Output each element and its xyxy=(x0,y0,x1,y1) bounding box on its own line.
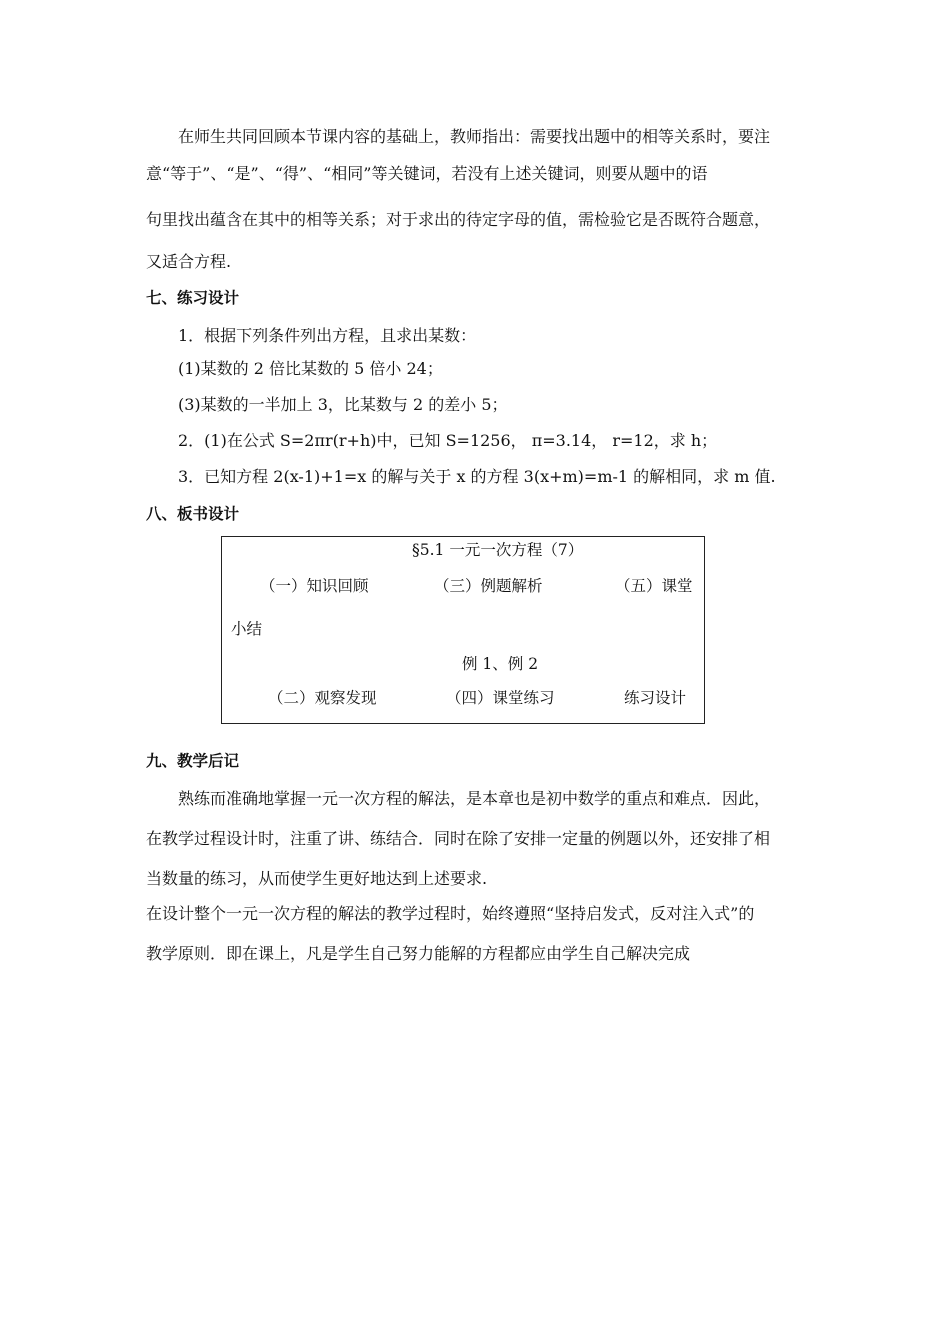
exercise-item-1-1: (1)某数的 2 倍比某数的 5 倍小 24； xyxy=(178,359,443,378)
reflection-line-2: 在教学过程设计时，注重了讲、练结合．同时在除了安排一定量的例题以外，还安排了相 xyxy=(146,829,771,848)
reflection-line-5: 教学原则．即在课上，凡是学生自己努力能解的方程都应由学生自己解决完成 xyxy=(146,944,691,963)
recap-line-4: 又适合方程. xyxy=(146,252,232,271)
board-part-4: （四）课堂练习 xyxy=(446,689,555,707)
section-9-heading: 九、教学后记 xyxy=(146,752,240,770)
board-exercise-design: 练习设计 xyxy=(624,689,687,707)
exercise-item-1: 1．根据下列条件列出方程，且求出某数： xyxy=(178,326,477,345)
board-part-3: （三）例题解析 xyxy=(434,577,543,595)
exercise-item-1-3: (3)某数的一半加上 3，比某数与 2 的差小 5； xyxy=(178,395,508,414)
board-part-2: （二）观察发现 xyxy=(268,689,377,707)
recap-line-1: 在师生共同回顾本节课内容的基础上，教师指出：需要找出题中的相等关系时，要注 xyxy=(178,127,771,146)
board-part-5: （五）课堂 xyxy=(615,577,693,595)
board-part-1: （一）知识回顾 xyxy=(260,577,369,595)
board-examples: 例 1、例 2 xyxy=(462,655,539,673)
exercise-item-3: 3．已知方程 2(x-1)+1=x 的解与关于 x 的方程 3(x+m)=m-1 的解相同，求 m 值. xyxy=(178,467,776,486)
recap-line-2: 意“等于”、“是”、“得”、“相同”等关键词，若没有上述关键词，则要从题中的语 xyxy=(146,164,708,183)
board-title: §5.1 一元一次方程（7） xyxy=(412,541,584,559)
exercise-item-2: 2．(1)在公式 S=2πr(r+h)中，已知 S=1256， π=3.14， r=12，求 h； xyxy=(178,431,718,450)
reflection-line-1: 熟练而准确地掌握一元一次方程的解法，是本章也是初中数学的重点和难点．因此， xyxy=(178,789,771,808)
board-part-5-cont: 小结 xyxy=(231,620,263,638)
section-8-heading: 八、板书设计 xyxy=(146,505,240,523)
recap-line-3: 句里找出蕴含在其中的相等关系；对于求出的待定字母的值，需检验它是否既符合题意， xyxy=(146,210,771,229)
blackboard-design-box xyxy=(221,536,705,724)
reflection-line-3: 当数量的练习，从而使学生更好地达到上述要求. xyxy=(146,869,488,888)
reflection-line-4: 在设计整个一元一次方程的解法的教学过程时，始终遵照“坚持启发式，反对注入式”的 xyxy=(146,904,755,923)
section-7-heading: 七、练习设计 xyxy=(146,289,240,307)
